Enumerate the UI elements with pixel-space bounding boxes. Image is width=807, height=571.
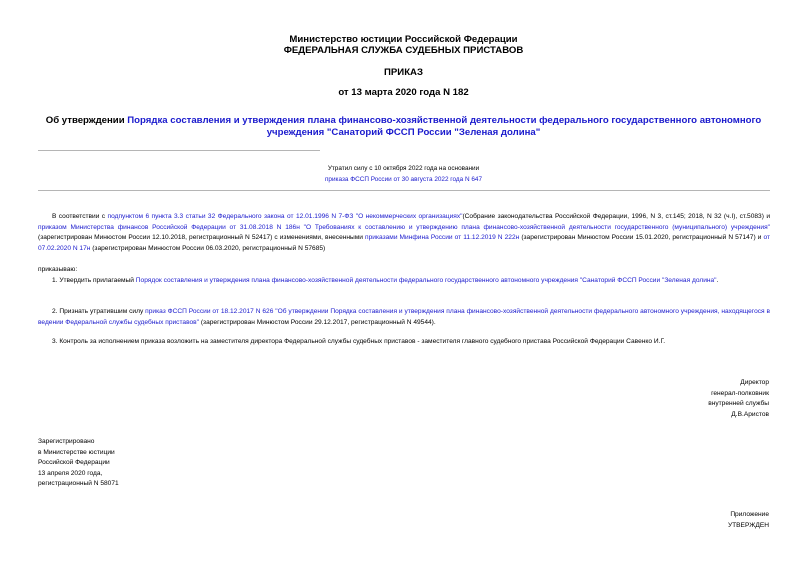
item-1 xyxy=(38,276,770,287)
preamble-text-5: (зарегистрирован Минюстом России 06.03.2020, регистрационный N 57685) xyxy=(90,244,326,252)
preamble-text-3: (зарегистрирован Минюстом России 12.10.2018, регистрационный N 52417) с изменениями, внесенными xyxy=(38,234,366,241)
preamble-text-4: (зарегистрирован Минюстом России 15.01.2020, регистрационный N 57147) и xyxy=(519,234,764,241)
status-note-link[interactable]: приказа ФССП России от 30 августа 2022 года N 647 xyxy=(324,176,483,183)
registration-line: Российской Федерации xyxy=(38,459,110,466)
procedure-link[interactable]: Порядок составления и утверждения плана финансово-хозяйственной деятельности федерального государственного автономного учреждения "Санаторий ФССП России "Зеленая долина" xyxy=(135,277,717,284)
doc-date-number: от 13 марта 2020 года N 182 xyxy=(338,87,469,98)
registration-line: 13 апреля 2020 года, xyxy=(38,469,103,477)
registration-line: Зарегистрировано xyxy=(38,438,95,445)
registration-line: в Министерстве юстиции xyxy=(38,448,115,456)
signature-block xyxy=(708,378,769,420)
preamble-paragraph xyxy=(38,212,770,254)
item2-end: (зарегистрирован Минюстом России 29.12.2017, регистрационный N 49544). xyxy=(199,318,436,326)
title-prefix: Об утверждении xyxy=(45,115,128,126)
service-name: ФЕДЕРАЛЬНАЯ СЛУЖБА СУДЕБНЫХ ПРИСТАВОВ xyxy=(283,45,524,56)
preamble-text-1: В соответствии с xyxy=(52,213,108,220)
doc-type: ПРИКАЗ xyxy=(384,67,423,78)
title-link[interactable]: Порядка составления и утверждения плана финансово-хозяйственной деятельности федерального государственного автономного учреждения "Санаторий ФССП России "Зеленая долина" xyxy=(127,115,762,138)
minfin-222n-link[interactable]: приказами Минфина России от 11.12.2019 N 222н xyxy=(365,234,520,241)
status-note-line1: Утратил силу с 10 октября 2022 года на основании xyxy=(327,165,480,172)
signature-line: Д.В.Аристов xyxy=(731,410,769,418)
appendix-block xyxy=(728,510,769,531)
registration-line: регистрационный N 58071 xyxy=(38,480,119,487)
divider-top xyxy=(38,150,320,151)
doc-title xyxy=(20,115,787,139)
signature-line: Директор xyxy=(740,379,769,386)
item-3: 3. Контроль за исполнением приказа возложить на заместителя директора Федеральной службы судебных приставов - заместителя главного судебного пристава Российской Федерации Савенко И.Г. xyxy=(52,338,666,345)
law-link[interactable]: подпунктом 6 пункта 3.3 статьи 32 Федерального закона от 12.01.1996 N 7-ФЗ "О некоммерческих организациях" xyxy=(107,213,463,220)
minfin-order-link[interactable]: приказом Министерства финансов Российской Федерации от 31.08.2018 N 186н "О Требованиях к составлению и утверждению плана финансово-хозяйственной деятельности государственного (муниципального) учреждения" xyxy=(38,223,770,231)
item1-text: 1. Утвердить прилагаемый xyxy=(52,277,136,284)
item1-end: . xyxy=(716,277,719,284)
orders-word: приказываю: xyxy=(38,266,78,273)
signature-line: внутренней службы xyxy=(708,400,769,407)
repealed-order-link[interactable]: приказ ФССП России от 18.12.2017 N 626 "Об утверждении Порядка составления и утверждения плана финансово-хозяйственной деятельности федерального автономного учреждения, находящегося в ведении Федеральной службы судебных приставов" xyxy=(38,308,770,326)
preamble-text-2: (Собрание законодательства Российской Федерации, 1996, N 3, ст.145; 2018, N 32 (ч.I), ст.5083) и xyxy=(462,213,771,220)
item2-text: 2. Признать утратившим силу xyxy=(52,308,146,315)
registration-block xyxy=(38,437,119,490)
ministry-name: Министерство юстиции Российской Федерации xyxy=(289,34,518,45)
signature-line: генерал-полковник xyxy=(711,389,769,397)
appendix-line: УТВЕРЖДЕН xyxy=(727,521,769,529)
item-2 xyxy=(38,307,770,328)
minfin-17n-link[interactable]: от 07.02.2020 N 17н xyxy=(38,234,771,252)
divider-bottom xyxy=(38,190,770,191)
appendix-line: Приложение xyxy=(730,511,769,518)
